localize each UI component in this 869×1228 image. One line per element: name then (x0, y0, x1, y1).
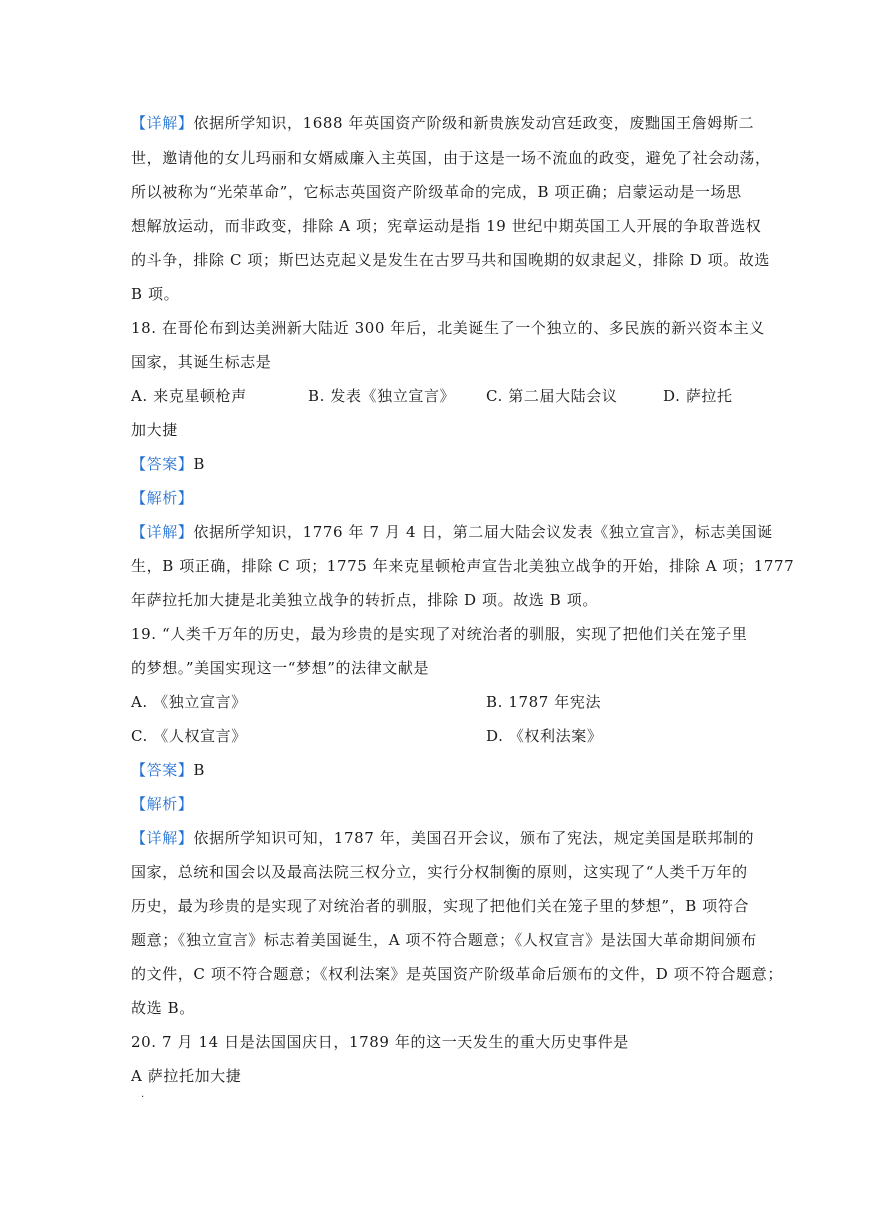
q19-option-d: D. 《权利法案》 (486, 727, 603, 745)
q18-option-c: C. 第二届大陆会议 (486, 387, 618, 405)
q18-option-d-wrap: 加大捷 (131, 421, 178, 439)
q17-detail-line-4: 想解放运动，而非政变，排除 A 项；宪章运动是指 19 世纪中期英国工人开展的争取普选权 (131, 217, 762, 235)
q17-detail-line-6: B 项。 (131, 285, 180, 303)
q17-detail-line-1: 【详解】依据所学知识，1688 年英国资产阶级和新贵族发动宫廷政变，废黜国王詹姆斯二 (131, 114, 755, 132)
q17-detail-line-2: 世，邀请他的女儿玛丽和女婿威廉入主英国，由于这是一场不流血的政变，避免了社会动荡， (131, 149, 771, 167)
q18-stem-line-1: 18. 在哥伦布到达美洲新大陆近 300 年后，北美诞生了一个独立的、多民族的新兴资本主义 (131, 319, 765, 337)
q20-option-a: A 萨拉托加大捷 (131, 1067, 242, 1085)
answer-tag: 【答案】 (131, 761, 194, 779)
q18-detail-line-2: 生，B 项正确，排除 C 项；1775 年来克星顿枪声宣告北美独立战争的开始，排除 A 项；1777 (131, 557, 795, 575)
q19-detail-line-5: 的文件，C 项不符合题意；《权利法案》是英国资产阶级革命后颁布的文件，D 项不符合题意； (131, 965, 783, 983)
q18-stem-line-2: 国家，其诞生标志是 (131, 353, 272, 371)
answer-value: B (193, 455, 206, 473)
q20-stem: 20. 7 月 14 日是法国国庆日，1789 年的这一天发生的重大历史事件是 (131, 1033, 629, 1051)
q19-detail-line-3: 历史，最为珍贵的是实现了对统治者的驯服，实现了把他们关在笼子里的梦想”，B 项符合 (131, 897, 750, 915)
stray-dot: . (141, 1089, 145, 1100)
q19-detail-line-2: 国家，总统和国会以及最高法院三权分立，实行分权制衡的原则，这实现了“人类千万年的 (131, 863, 748, 881)
answer-tag: 【答案】 (131, 455, 194, 473)
detail-tag: 【详解】 (131, 523, 194, 541)
q19-option-b: B. 1787 年宪法 (486, 693, 602, 711)
q18-option-b: B. 发表《独立宣言》 (308, 387, 456, 405)
q18-detail-line-3: 年萨拉托加大捷是北美独立战争的转折点，排除 D 项。故选 B 项。 (131, 591, 598, 609)
q17-detail-line-3: 所以被称为“光荣革命”，它标志英国资产阶级革命的完成，B 项正确；启蒙运动是一场思 (131, 183, 742, 201)
q18-option-d: D. 萨拉托 (663, 387, 733, 405)
q19-detail-line-4: 题意；《独立宣言》标志着美国诞生，A 项不符合题意；《人权宣言》是法国大革命期间颁布 (131, 931, 757, 949)
q19-stem-line-2: 的梦想。”美国实现这一“梦想”的法律文献是 (131, 659, 430, 677)
q19-detail-line-1: 【详解】依据所学知识可知，1787 年，美国召开会议，颁布了宪法，规定美国是联邦制的 (131, 829, 755, 847)
q17-detail-line-5: 的斗争，排除 C 项；斯巴达克起义是发生在古罗马共和国晚期的奴隶起义，排除 D 项。故选 (131, 251, 770, 269)
q18-option-a: A. 来克星顿枪声 (131, 387, 247, 405)
q19-option-a: A. 《独立宣言》 (131, 693, 247, 711)
q19-option-c: C. 《人权宣言》 (131, 727, 247, 745)
answer-value: B (193, 761, 206, 779)
q19-answer (131, 760, 205, 780)
q18-analysis-tag: 【解析】 (131, 489, 194, 507)
q18-detail-line-1: 【详解】依据所学知识，1776 年 7 月 4 日，第二届大陆会议发表《独立宣言》，标志美国诞 (131, 523, 773, 541)
q18-answer (131, 454, 205, 474)
detail-tag: 【详解】 (131, 114, 194, 132)
q19-detail-line-6: 故选 B。 (131, 999, 195, 1017)
q19-stem-line-1: 19. “人类千万年的历史，最为珍贵的是实现了对统治者的驯服，实现了把他们关在笼子里 (131, 625, 748, 643)
detail-tag: 【详解】 (131, 829, 194, 847)
q19-analysis-tag: 【解析】 (131, 795, 194, 813)
